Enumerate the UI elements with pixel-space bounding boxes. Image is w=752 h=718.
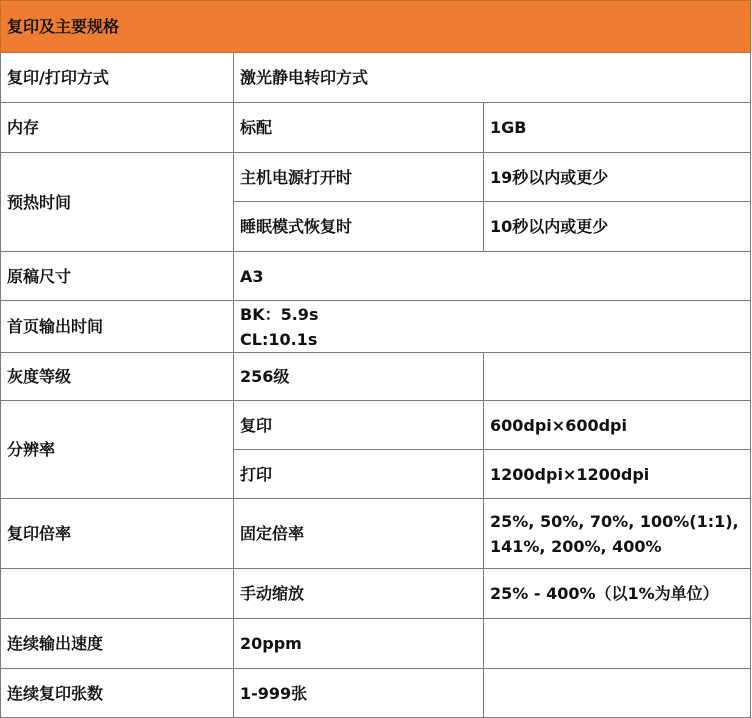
row-label: 复印/打印方式 bbox=[1, 53, 234, 103]
table-header-row bbox=[1, 1, 751, 53]
row-value: 1200dpi×1200dpi bbox=[484, 450, 751, 499]
first-output-cl: CL:10.1s bbox=[240, 329, 318, 349]
table-row bbox=[1, 619, 751, 669]
table-row bbox=[1, 301, 751, 353]
row-sub-label: 打印 bbox=[234, 450, 484, 499]
row-label: 预热时间 bbox=[1, 153, 234, 252]
row-label: 复印倍率 bbox=[1, 499, 234, 569]
table-row bbox=[1, 153, 751, 202]
table-row bbox=[1, 499, 751, 569]
first-output-bk: BK：5.9s bbox=[240, 304, 319, 324]
row-label: 原稿尺寸 bbox=[1, 252, 234, 301]
table-row bbox=[1, 401, 751, 450]
row-value: 1GB bbox=[484, 103, 751, 153]
row-value: 20ppm bbox=[234, 619, 484, 669]
row-label: 连续输出速度 bbox=[1, 619, 234, 669]
row-label: 内存 bbox=[1, 103, 234, 153]
row-label: 灰度等级 bbox=[1, 353, 234, 401]
row-value: 1-999张 bbox=[234, 669, 484, 718]
empty-cell bbox=[484, 619, 751, 669]
row-value: 25% - 400%（以1%为单位） bbox=[484, 569, 751, 619]
row-value: 600dpi×600dpi bbox=[484, 401, 751, 450]
fixed-zoom-line-2: 141%, 200%, 400% bbox=[490, 536, 662, 556]
row-value: 10秒以内或更少 bbox=[484, 202, 751, 252]
empty-cell bbox=[1, 569, 234, 619]
table-row bbox=[1, 569, 751, 619]
row-label: 分辨率 bbox=[1, 401, 234, 499]
row-value: 19秒以内或更少 bbox=[484, 153, 751, 202]
table-row bbox=[1, 53, 751, 103]
table-row bbox=[1, 252, 751, 301]
row-label: 首页输出时间 bbox=[1, 301, 234, 353]
row-sub-label: 固定倍率 bbox=[234, 499, 484, 569]
table-title: 复印及主要规格 bbox=[1, 1, 751, 53]
table-row bbox=[1, 103, 751, 153]
row-sub-label: 睡眠模式恢复时 bbox=[234, 202, 484, 252]
row-value: 激光静电转印方式 bbox=[234, 53, 751, 103]
row-label: 连续复印张数 bbox=[1, 669, 234, 718]
table-row bbox=[1, 353, 751, 401]
row-sub-label: 复印 bbox=[234, 401, 484, 450]
empty-cell bbox=[484, 669, 751, 718]
row-sub-label: 主机电源打开时 bbox=[234, 153, 484, 202]
empty-cell bbox=[484, 353, 751, 401]
row-sub-label: 手动缩放 bbox=[234, 569, 484, 619]
row-value bbox=[234, 301, 751, 353]
row-value: 256级 bbox=[234, 353, 484, 401]
row-value bbox=[484, 499, 751, 569]
fixed-zoom-line-1: 25%, 50%, 70%, 100%(1:1), bbox=[490, 511, 739, 531]
table-row bbox=[1, 669, 751, 718]
row-sub-label: 标配 bbox=[234, 103, 484, 153]
row-value: A3 bbox=[234, 252, 751, 301]
